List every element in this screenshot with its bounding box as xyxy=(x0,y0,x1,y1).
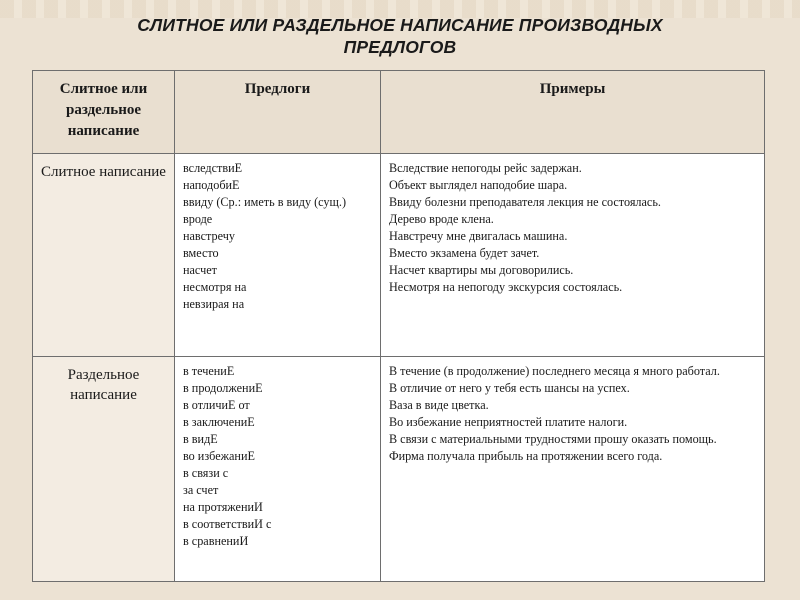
example-sentence: Вместо экзамена будет зачет. xyxy=(389,246,540,260)
example-sentence: В течение (в продолжение) последнего месяца я много работал. xyxy=(389,364,720,378)
example-sentence: Фирма получала прибыль на протяжении всего года. xyxy=(389,449,663,463)
preposition-item: наподобиЕ xyxy=(183,178,240,192)
example-sentence: Объект выглядел наподобие шара. xyxy=(389,178,568,192)
example-sentence: В связи с материальными трудностями прошу оказать помощь. xyxy=(389,432,717,446)
examples-cell xyxy=(381,357,765,582)
prepositions-table xyxy=(32,70,765,582)
example-sentence: Ваза в виде цветка. xyxy=(389,398,489,412)
header-cell-examples: Примеры xyxy=(381,71,765,154)
prepositions-cell xyxy=(175,357,381,582)
example-sentence: Во избежание неприятностей платите налоги. xyxy=(389,415,628,429)
preposition-item: в заключениЕ xyxy=(183,415,255,429)
table-header-row xyxy=(33,71,765,154)
table-row xyxy=(33,154,765,357)
example-sentence: Ввиду болезни преподавателя лекция не состоялась. xyxy=(389,195,661,209)
prepositions-cell xyxy=(175,154,381,357)
page-title xyxy=(60,14,740,58)
preposition-item: несмотря на xyxy=(183,280,247,294)
preposition-item: в отличиЕ от xyxy=(183,398,250,412)
category-cell: Раздельное написание xyxy=(33,357,175,582)
preposition-item: за счет xyxy=(183,483,219,497)
preposition-item: в течениЕ xyxy=(183,364,235,378)
example-sentence: Навстречу мне двигалась машина. xyxy=(389,229,568,243)
header-cell-spelling: Слитное или раздельное написание xyxy=(33,71,175,154)
preposition-item: вместо xyxy=(183,246,219,260)
table-row xyxy=(33,357,765,582)
header-cell-prepositions: Предлоги xyxy=(175,71,381,154)
preposition-item: насчет xyxy=(183,263,217,277)
example-sentence: Насчет квартиры мы договорились. xyxy=(389,263,574,277)
title-line-1: СЛИТНОЕ ИЛИ РАЗДЕЛЬНОЕ НАПИСАНИЕ ПРОИЗВОДНЫХ xyxy=(137,15,663,35)
preposition-item: на протяжениИ xyxy=(183,500,263,514)
preposition-item: навстречу xyxy=(183,229,235,243)
preposition-item: в сравнениИ xyxy=(183,534,249,548)
preposition-item: в соответствиИ с xyxy=(183,517,272,531)
preposition-item: в видЕ xyxy=(183,432,218,446)
preposition-item: невзирая на xyxy=(183,297,245,311)
preposition-item: вроде xyxy=(183,212,213,226)
preposition-item: ввиду (Ср.: иметь в виду (сущ.) xyxy=(183,195,347,209)
examples-cell xyxy=(381,154,765,357)
example-sentence: Вследствие непогоды рейс задержан. xyxy=(389,161,582,175)
title-line-2: ПРЕДЛОГОВ xyxy=(343,37,457,57)
preposition-item: в связи с xyxy=(183,466,229,480)
example-sentence: Несмотря на непогоду экскурсия состоялась. xyxy=(389,280,623,294)
example-sentence: В отличие от него у тебя есть шансы на успех. xyxy=(389,381,630,395)
category-cell: Слитное написание xyxy=(33,154,175,357)
preposition-item: во избежаниЕ xyxy=(183,449,255,463)
preposition-item: вследствиЕ xyxy=(183,161,243,175)
example-sentence: Дерево вроде клена. xyxy=(389,212,494,226)
preposition-item: в продолжениЕ xyxy=(183,381,263,395)
